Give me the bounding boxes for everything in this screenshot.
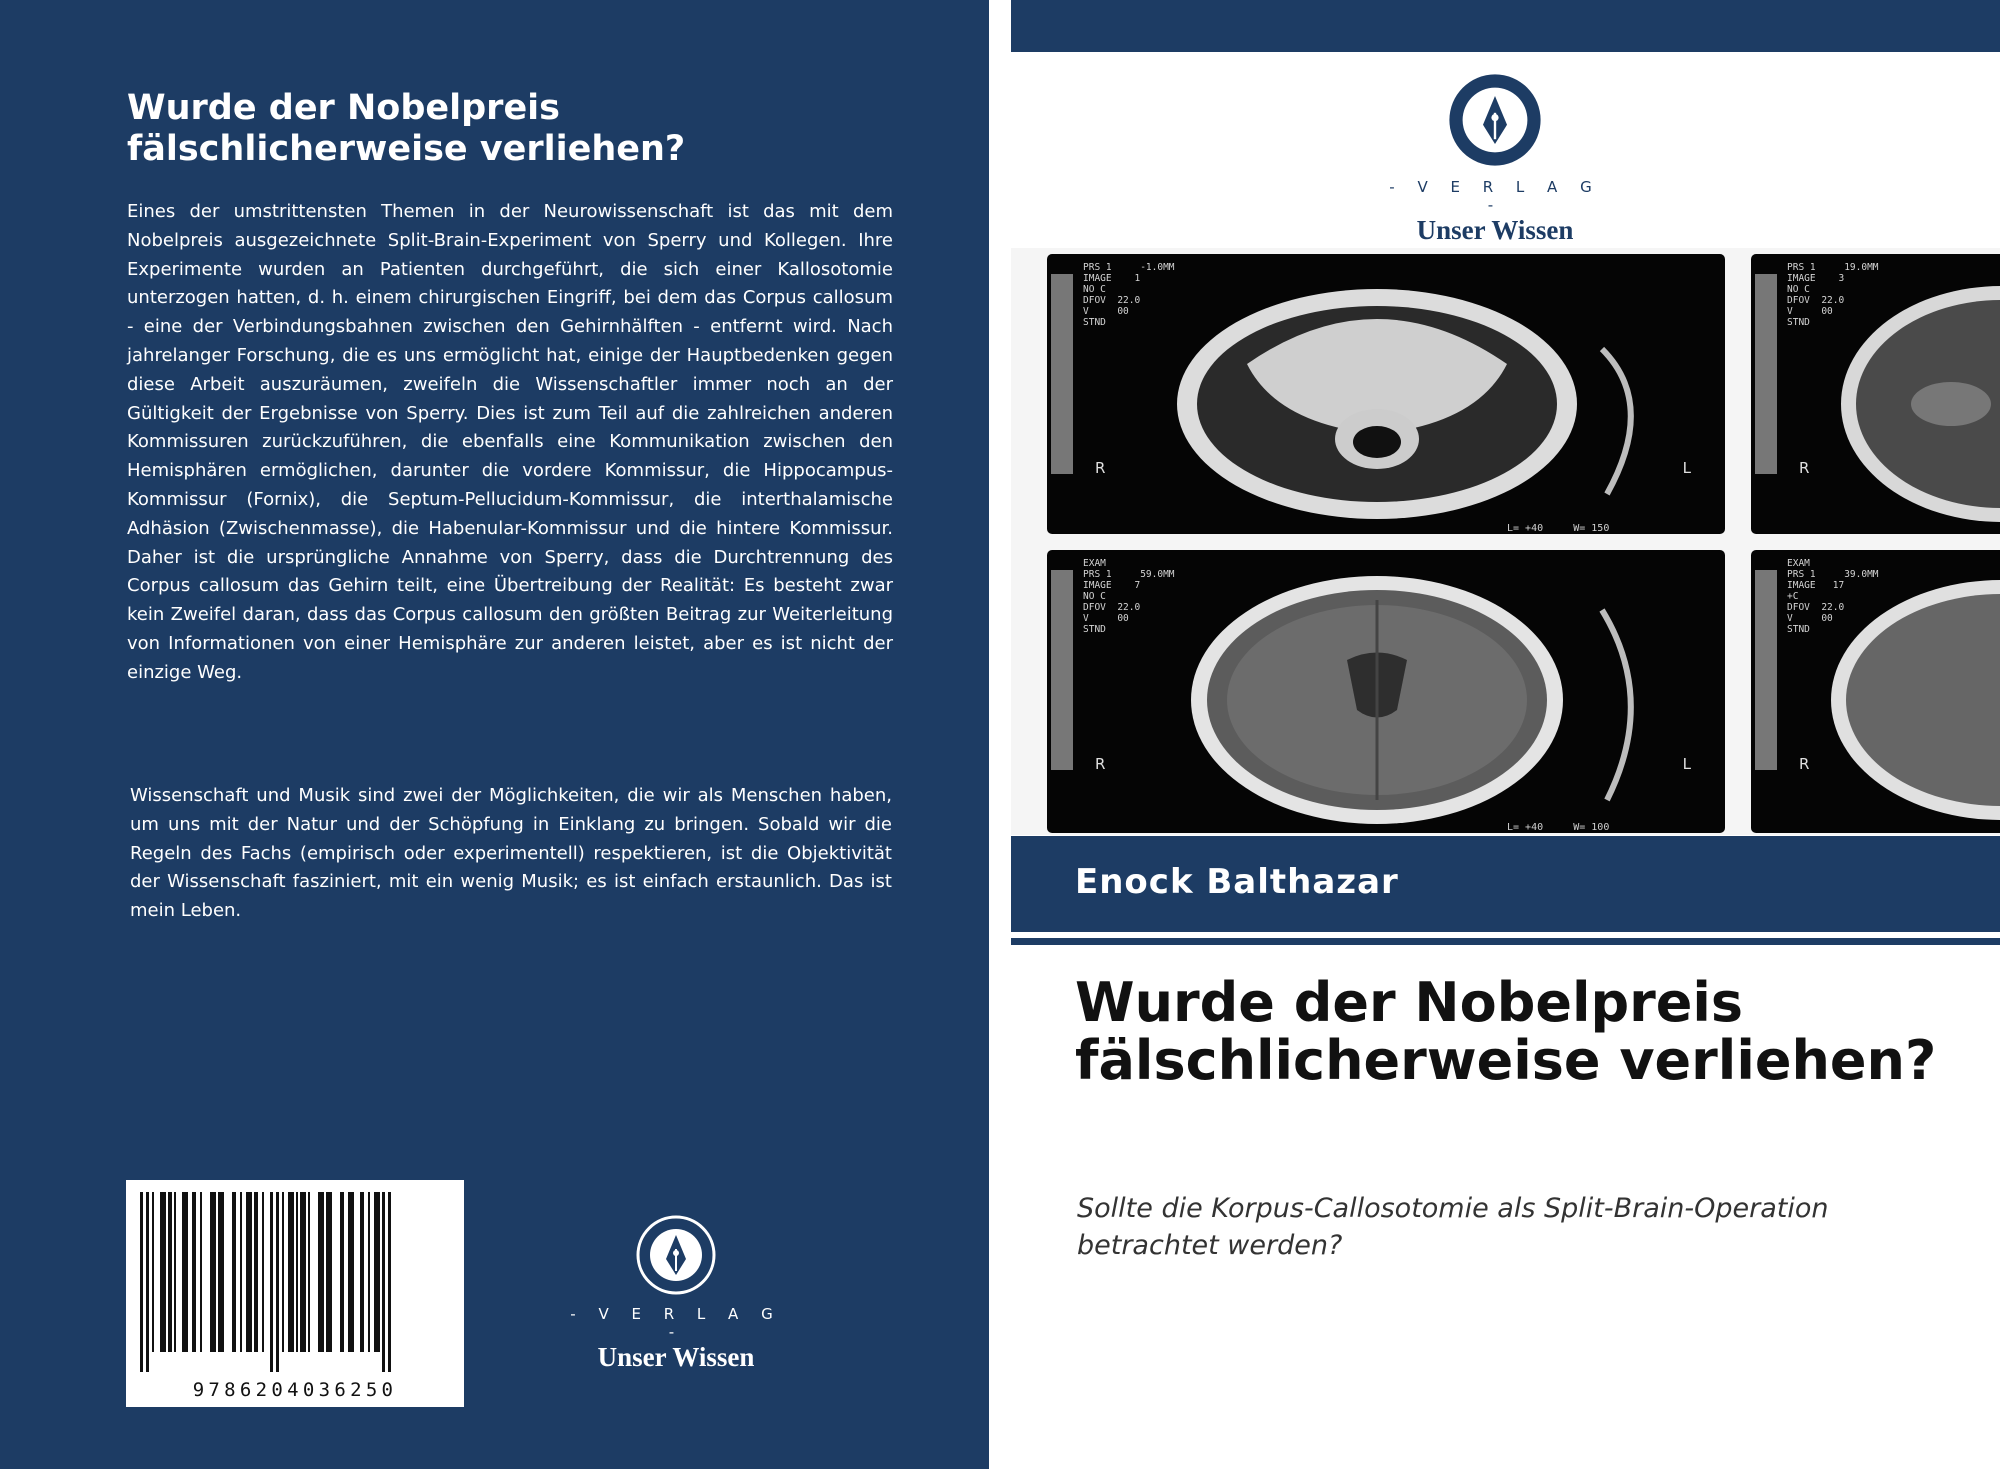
isbn-barcode — [126, 1180, 464, 1407]
back-cover-blurb: Eines der umstrittensten Themen in der Neurowissenschaft ist das mit dem Nobelpreis ausgezeichnete Split-Brain-Experiment von Sperry und Kollegen. Ihre Experimente wurden an Patienten durchgeführt, die sich einer Kallosotomie unterzogen hatten, d. h. einem chirurgischen Eingriff, bei dem das Corpus callosum - eine der Verbindungsbahnen zwischen den Gehirnhälften - entfernt wird. Nach jahrelanger Forschung, die es uns ermöglicht hat, einige der Hauptbedenken gegen diese Arbeit auszuräumen, zweifeln die Wissenschaftler immer noch an der Gültigkeit der Ergebnisse von Sperry. Dies ist zum Teil auf die zahlreichen anderen Kommissuren zurückzuführen, die ebenfalls eine Kommunikation zwischen den Hemisphären ermöglichen, darunter die vordere Kommissur, die Hippocampus-Kommissur (Fornix), die Septum-Pellucidum-Kommissur, die interthalamische Adhäsion (Zwischenmasse), die Habenular-Kommissur und die hintere Kommissur. Daher ist die ursprüngliche Annahme von Sperry, dass die Durchtrennung des Corpus callosum das Gehirn teilt, eine Übertreibung der Realität: Es besteht zwar kein Zweifel daran, dass das Corpus callosum den größten Beitrag zur Weiterleitung von Informationen von einer Hemisphäre zur anderen leistet, aber es ist nicht der einzige Weg. — [127, 201, 893, 683]
scan-header: PRS 1 -1.0MM IMAGE 1 NO C DFOV 22.0 V 00 STND — [1083, 262, 1175, 328]
barcode-digits: 9786204036250 — [192, 1379, 398, 1401]
ct-scan-film — [1751, 550, 2000, 833]
scan-footer: L= +40 W= 100 — [1507, 822, 1610, 833]
author-bio: Wissenschaft und Musik sind zwei der Möglichkeiten, die wir als Menschen haben, um uns mit der Natur und der Schöpfung in Einklang zu bringen. Sobald wir die Regeln des Fachs (empirisch oder experimentell) respektieren, ist die Objektivität der Wissenschaft fasziniert, mit ein wenig Musik; es ist einfach erstaunlich. Das ist mein Leben. — [130, 785, 892, 922]
scan-header: EXAM PRS 1 59.0MM IMAGE 7 NO C DFOV 22.0 V 00 STND — [1083, 558, 1175, 635]
scan-footer: L= +40 W= 150 — [1507, 523, 1610, 534]
book-title: Wurde der Nobelpreis fälschlicherweise verliehen? — [1075, 971, 1937, 1092]
publisher-label: - V E R L A G - — [1389, 178, 1601, 214]
fountain-pen-nib-icon — [636, 1215, 716, 1295]
front-cover-top-band — [1011, 0, 2000, 52]
scan-marker-right: R — [1799, 755, 1810, 773]
publisher-name: Unser Wissen — [1416, 215, 1574, 245]
ct-scan-film — [1047, 550, 1725, 833]
back-cover-title: Wurde der Nobelpreis fälschlicherweise verliehen? — [127, 88, 686, 169]
publisher-name: Unser Wissen — [597, 1342, 755, 1372]
ct-scan-film — [1047, 254, 1725, 534]
publisher-label: - V E R L A G - — [570, 1305, 782, 1341]
book-subtitle: Sollte die Korpus-Callosotomie als Split-Brain-Operation betrachtet werden? — [1077, 1193, 1829, 1261]
publisher-logo-front — [1385, 72, 1605, 246]
scan-header: EXAM PRS 1 39.0MM IMAGE 17 +C DFOV 22.0 V 00 STND — [1787, 558, 1879, 635]
fountain-pen-nib-icon — [1447, 72, 1543, 168]
back-cover — [0, 0, 989, 1469]
ct-scan-film — [1751, 254, 2000, 534]
publisher-logo-back — [566, 1215, 786, 1373]
scan-marker-right: R — [1095, 459, 1106, 477]
ct-scan-image — [1011, 248, 2000, 835]
scan-marker-left: L — [1682, 755, 1691, 773]
divider — [1011, 938, 2000, 945]
scan-header: PRS 1 19.0MM IMAGE 3 NO C DFOV 22.0 V 00 STND — [1787, 262, 1879, 328]
scan-marker-left: L — [1682, 459, 1691, 477]
barcode-bars — [126, 1180, 464, 1407]
author-band — [1011, 836, 2000, 932]
spine — [989, 0, 1011, 1469]
author-name: Enock Balthazar — [1075, 862, 1399, 902]
scan-marker-right: R — [1095, 755, 1106, 773]
scan-marker-right: R — [1799, 459, 1810, 477]
